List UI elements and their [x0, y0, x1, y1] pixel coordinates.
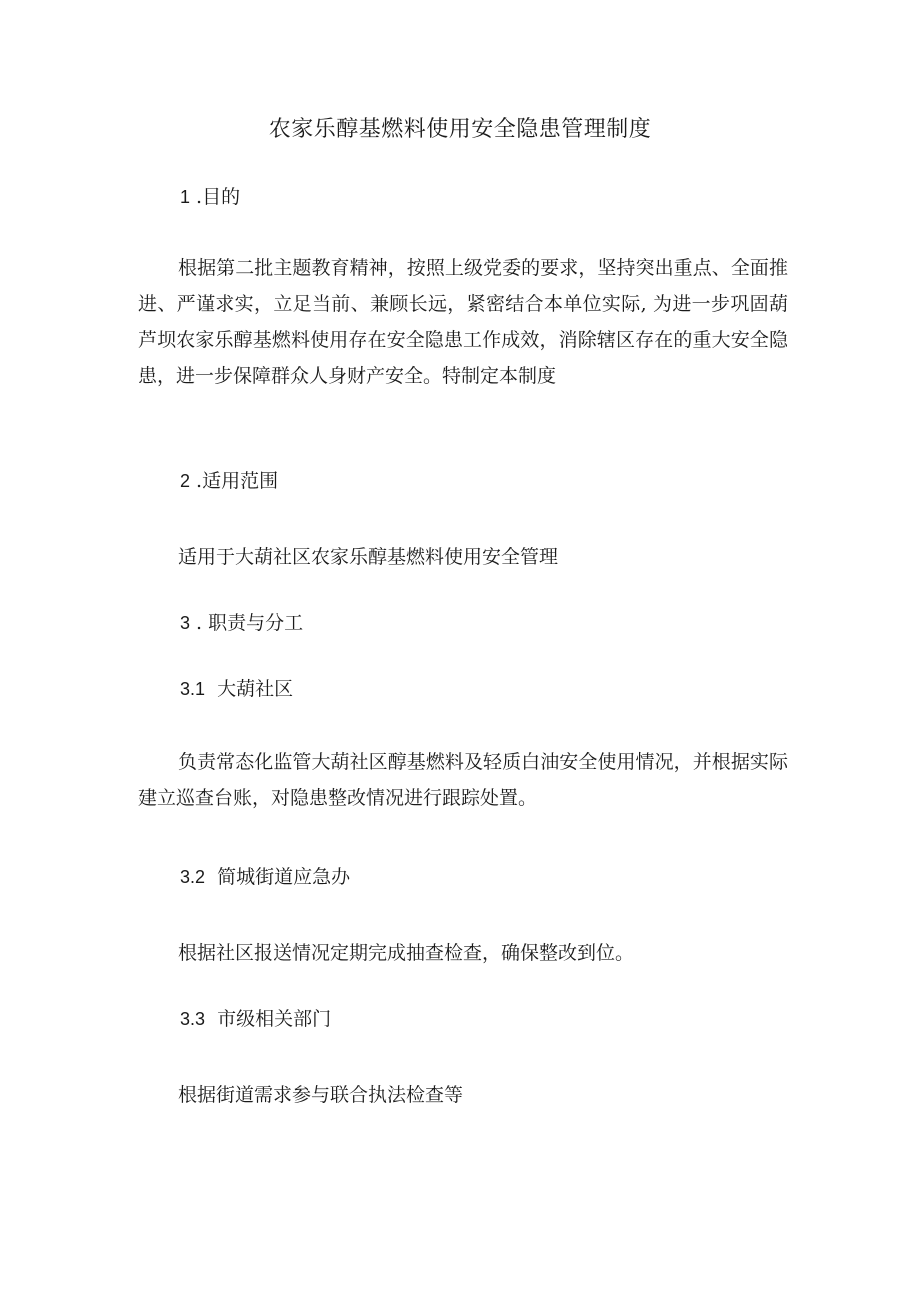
section-3-1-heading [180, 674, 293, 701]
section-label: .目的 [190, 186, 241, 208]
section-number: 2 [180, 471, 191, 491]
section-label: 简城街道应急办 [205, 866, 351, 888]
section-label: 市级相关部门 [205, 1008, 332, 1030]
section-3-3-heading [180, 1004, 331, 1031]
section-label: . 职责与分工 [190, 612, 304, 634]
section-number: 3.1 [180, 679, 206, 699]
section-3-3-body: 根据街道需求参与联合执法检查等 [178, 1084, 464, 1106]
section-number: 3.3 [180, 1009, 206, 1029]
section-2-heading [180, 466, 278, 493]
section-2-body: 适用于大葫社区农家乐醇基燃料使用安全管理 [178, 546, 559, 568]
section-3-2-body: 根据社区报送情况定期完成抽查检查，确保整改到位。 [178, 942, 635, 964]
section-number: 1 [180, 187, 191, 207]
section-1-heading [180, 182, 240, 209]
section-3-1-body: 负责常态化监管大葫社区醇基燃料及轻质白油安全使用情况，并根据实际建立巡查台账，对隐患整改情况进行跟踪处置。 [138, 751, 788, 809]
document-title: 农家乐醇基燃料使用安全隐患管理制度 [268, 117, 652, 142]
section-label: 大葫社区 [205, 678, 294, 700]
section-3-heading [180, 608, 303, 635]
section-number: 3 [180, 613, 191, 633]
section-label: .适用范围 [190, 470, 279, 492]
section-number: 3.2 [180, 867, 206, 887]
section-3-2-heading [180, 862, 350, 889]
section-1-body: 根据第二批主题教育精神，按照上级党委的要求，坚持突出重点、全面推进、严谨求实，立足当前、兼顾长远，紧密结合本单位实际, 为进一步巩固葫芦坝农家乐醇基燃料使用存在安全隐患工作成效，消除辖区存在的重大安全隐患，进一步保障群众人身财产安全。特制定本制度 [138, 257, 788, 387]
